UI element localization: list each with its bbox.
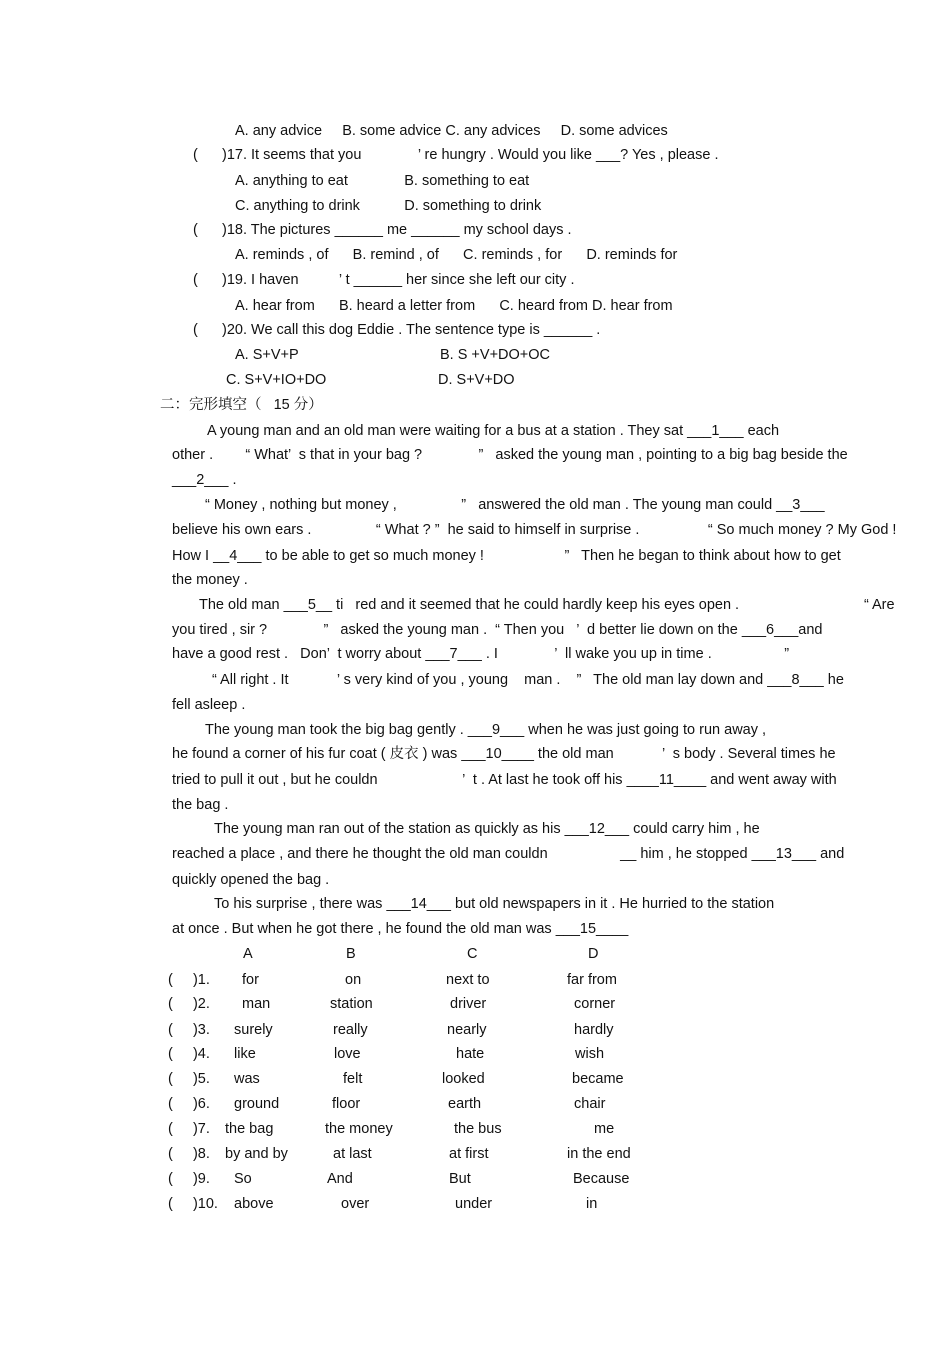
option-c: next to <box>446 972 490 988</box>
passage-line: he found a corner of his fur coat ( 皮衣 ) was ___10____ the old man ’ s body . Several times he <box>172 746 836 762</box>
option-d: became <box>572 1071 624 1087</box>
section-heading: 二：完形填空（ 15 分） <box>160 397 323 413</box>
option-b: over <box>341 1196 370 1212</box>
passage-line: believe his own ears . “ What ? ” he said to himself in surprise . “ So much money ? My God ! <box>172 522 897 538</box>
row-number: ( )6. <box>168 1096 210 1112</box>
option-c: driver <box>450 996 487 1012</box>
row-number: ( )2. <box>168 996 210 1012</box>
option-b: felt <box>343 1071 363 1087</box>
q19-options: A. hear from B. heard a letter from C. heard from D. hear from <box>235 298 673 314</box>
passage-line: other . “ What’ s that in your bag ? ” asked the young man , pointing to a big bag beside the <box>172 447 848 463</box>
passage-line: the bag . <box>172 797 229 813</box>
column-header-a: A <box>243 946 253 962</box>
option-a: the bag <box>225 1121 274 1137</box>
q17-stem: ( )17. It seems that you ’ re hungry . Would you like ___? Yes , please . <box>193 147 719 163</box>
option-a: ground <box>234 1096 280 1112</box>
q16-options: A. any advice B. some advice C. any advices D. some advices <box>235 123 668 139</box>
option-b: the money <box>325 1121 393 1137</box>
option-b: on <box>345 972 362 988</box>
row-number: ( )9. <box>168 1171 210 1187</box>
column-header-d: D <box>588 946 599 962</box>
option-a: like <box>234 1046 256 1062</box>
passage-line: “ All right . It ’ s very kind of you , young man . ” The old man lay down and ___8___ he <box>212 672 844 688</box>
option-b: love <box>334 1046 361 1062</box>
option-c: looked <box>442 1071 485 1087</box>
q20-option-b: B. S +V+DO+OC <box>440 347 551 363</box>
option-b: at last <box>333 1146 372 1162</box>
passage-line: you tired , sir ? ” asked the young man . “ Then you ’ d better lie down on the ___6___and <box>172 622 823 638</box>
passage-line: The young man took the big bag gently . ___9___ when he was just going to run away , <box>205 722 767 738</box>
option-c: at first <box>449 1146 489 1162</box>
option-c: But <box>449 1171 471 1187</box>
passage-line: The young man ran out of the station as quickly as his ___12___ could carry him , he <box>214 821 760 837</box>
option-c: earth <box>448 1096 482 1112</box>
option-d: wish <box>575 1046 605 1062</box>
option-a: man <box>242 996 271 1012</box>
q20-stem: ( )20. We call this dog Eddie . The sentence type is ______ . <box>193 322 601 338</box>
option-d: chair <box>574 1096 606 1112</box>
option-c: under <box>455 1196 493 1212</box>
q19-stem: ( )19. I haven ’ t ______ her since she left our city . <box>193 272 575 288</box>
option-d: Because <box>573 1171 630 1187</box>
option-b: station <box>330 996 373 1012</box>
passage-line: have a good rest . Don’ t worry about ___7___ . I ’ ll wake you up in time . ” <box>172 646 790 662</box>
row-number: ( )7. <box>168 1121 210 1137</box>
option-b: floor <box>332 1096 361 1112</box>
passage-line: fell asleep . <box>172 697 246 713</box>
q17-options-ab: A. anything to eat B. something to eat <box>235 173 530 189</box>
q18-stem: ( )18. The pictures ______ me ______ my school days . <box>193 222 572 238</box>
option-c: the bus <box>454 1121 502 1137</box>
option-a: by and by <box>225 1146 288 1162</box>
passage-line: The old man ___5__ ti red and it seemed that he could hardly keep his eyes open . “ Are <box>199 597 895 613</box>
passage-line: quickly opened the bag . <box>172 872 330 888</box>
column-header-b: B <box>346 946 356 962</box>
option-a: was <box>234 1071 260 1087</box>
passage-line: How I __4___ to be able to get so much money ! ” Then he began to think about how to get <box>172 548 841 564</box>
passage-line: tried to pull it out , but he couldn ’ t . At last he took off his ____11____ and went away with <box>172 772 837 788</box>
passage-line: at once . But when he got there , he found the old man was ___15____ <box>172 921 629 937</box>
row-number: ( )10. <box>168 1196 218 1212</box>
option-a: So <box>234 1171 252 1187</box>
option-c: hate <box>456 1046 485 1062</box>
option-d: hardly <box>574 1022 614 1038</box>
passage-line: ___2___ . <box>172 472 237 488</box>
q20-option-d: D. S+V+DO <box>438 372 515 388</box>
q18-options: A. reminds , of B. remind , of C. reminds , for D. reminds for <box>235 247 678 263</box>
passage-line: A young man and an old man were waiting for a bus at a station . They sat ___1___ each <box>207 423 780 439</box>
row-number: ( )5. <box>168 1071 210 1087</box>
option-d: in the end <box>567 1146 631 1162</box>
option-a: surely <box>234 1022 273 1038</box>
q20-option-a: A. S+V+P <box>235 347 299 363</box>
option-c: nearly <box>447 1022 487 1038</box>
q20-option-c: C. S+V+IO+DO <box>226 372 327 388</box>
row-number: ( )4. <box>168 1046 210 1062</box>
row-number: ( )3. <box>168 1022 210 1038</box>
passage-line: the money . <box>172 572 248 588</box>
row-number: ( )1. <box>168 972 210 988</box>
option-d: in <box>586 1196 598 1212</box>
passage-line: “ Money , nothing but money , ” answered the old man . The young man could __3___ <box>205 497 825 513</box>
option-b: And <box>327 1171 353 1187</box>
option-d: me <box>594 1121 615 1137</box>
q17-options-cd: C. anything to drink D. something to drink <box>235 198 542 214</box>
column-header-c: C <box>467 946 478 962</box>
option-b: really <box>333 1022 368 1038</box>
passage-line: reached a place , and there he thought the old man couldn __ him , he stopped ___13___ and <box>172 846 845 862</box>
row-number: ( )8. <box>168 1146 210 1162</box>
option-a: for <box>242 972 259 988</box>
passage-line: To his surprise , there was ___14___ but old newspapers in it . He hurried to the station <box>214 896 775 912</box>
option-d: corner <box>574 996 616 1012</box>
option-d: far from <box>567 972 617 988</box>
option-a: above <box>234 1196 274 1212</box>
